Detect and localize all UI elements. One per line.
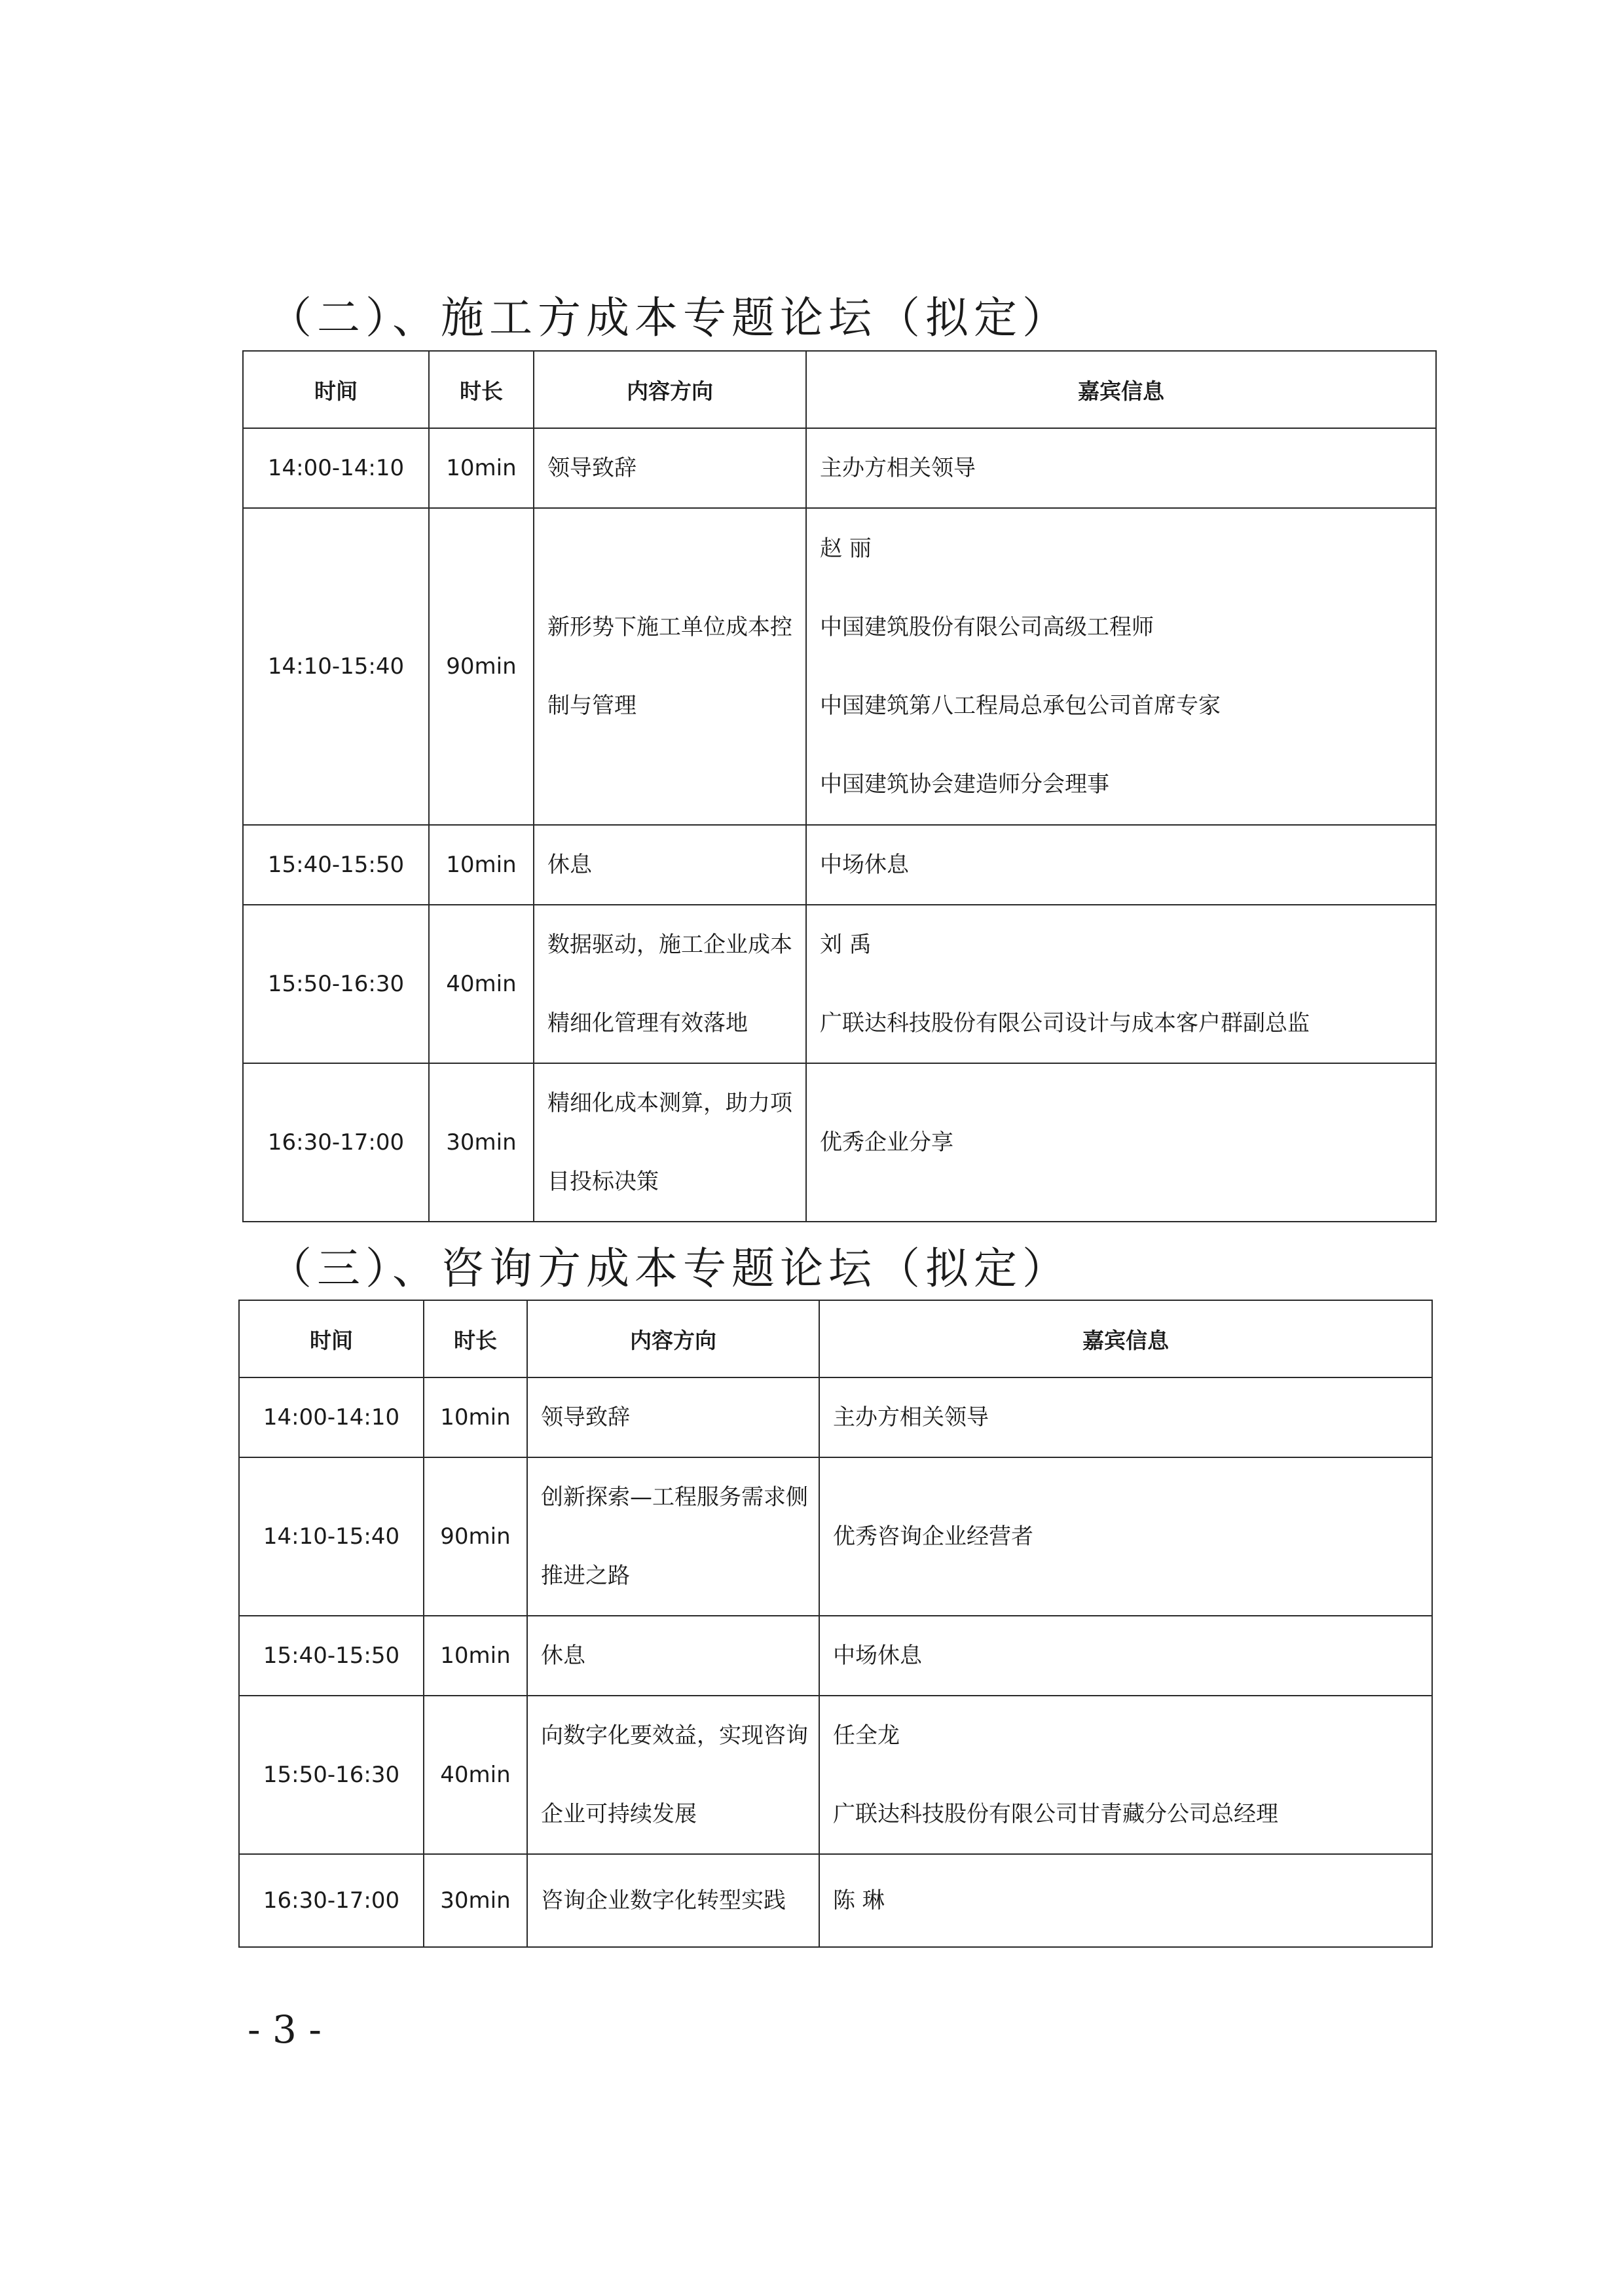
- topic-line: 向数字化要效益，实现咨询: [541, 1722, 808, 1749]
- page-number: - 3 -: [248, 2007, 322, 2052]
- duration-cell: 40min: [429, 905, 534, 1063]
- topic-cell: [527, 1854, 819, 1947]
- time-cell: 14:10-15:40: [243, 508, 429, 825]
- time-cell: 14:00-14:10: [239, 1377, 424, 1457]
- guest-line: 刘 禹: [820, 932, 872, 958]
- topic-cell: [534, 1063, 806, 1222]
- topic-cell: [534, 825, 806, 905]
- time-cell: 16:30-17:00: [243, 1063, 429, 1222]
- topic-line: 咨询企业数字化转型实践: [541, 1887, 786, 1914]
- guest-line: 优秀企业分享: [820, 1129, 953, 1156]
- topic-line: 精细化成本测算，助力项: [547, 1090, 792, 1116]
- table-row: [239, 1616, 1432, 1696]
- time-cell: 15:50-16:30: [239, 1696, 424, 1854]
- guest-line: 中场休息: [820, 852, 909, 878]
- table-row: [243, 825, 1436, 905]
- topic-cell: [534, 428, 806, 508]
- section-title-construction-forum: （二）、施工方成本专题论坛（拟定）: [268, 293, 1071, 343]
- duration-cell: 90min: [429, 508, 534, 825]
- topic-line: 新形势下施工单位成本控: [547, 614, 792, 640]
- duration-cell: 30min: [424, 1854, 527, 1947]
- guest-line: 中国建筑第八工程局总承包公司首席专家: [820, 693, 1221, 719]
- table-row: [243, 905, 1436, 1063]
- header-guest: 嘉宾信息: [806, 351, 1436, 428]
- topic-line: 推进之路: [541, 1563, 630, 1589]
- guest-cell: [806, 508, 1436, 825]
- guest-line: 主办方相关领导: [820, 455, 976, 481]
- guest-line: 广联达科技股份有限公司甘青藏分公司总经理: [833, 1801, 1278, 1827]
- duration-cell: 40min: [424, 1696, 527, 1854]
- topic-line: 精细化管理有效落地: [547, 1010, 748, 1036]
- guest-line: 赵 丽: [820, 536, 872, 562]
- section-title-consulting-forum: （三）、咨询方成本专题论坛（拟定）: [268, 1243, 1071, 1294]
- header-time: 时间: [239, 1300, 424, 1377]
- guest-cell: [819, 1696, 1432, 1854]
- guest-cell: [806, 428, 1436, 508]
- header-time: 时间: [243, 351, 429, 428]
- table-row: [239, 1854, 1432, 1947]
- guest-cell: [806, 825, 1436, 905]
- header-topic: 内容方向: [534, 351, 806, 428]
- header-topic: 内容方向: [527, 1300, 819, 1377]
- duration-cell: 10min: [424, 1616, 527, 1696]
- table-row: [243, 428, 1436, 508]
- header-guest: 嘉宾信息: [819, 1300, 1432, 1377]
- table-row: [243, 1063, 1436, 1222]
- duration-cell: 90min: [424, 1457, 527, 1616]
- topic-line: 休息: [547, 852, 592, 878]
- table-row: [239, 1377, 1432, 1457]
- guest-line: 广联达科技股份有限公司设计与成本客户群副总监: [820, 1010, 1310, 1036]
- header-duration: 时长: [429, 351, 534, 428]
- topic-cell: [527, 1696, 819, 1854]
- guest-line: 中国建筑协会建造师分会理事: [820, 771, 1109, 797]
- guest-cell: [819, 1616, 1432, 1696]
- guest-line: 任全龙: [833, 1722, 900, 1749]
- topic-cell: [527, 1616, 819, 1696]
- guest-line: 中国建筑股份有限公司高级工程师: [820, 614, 1154, 640]
- topic-line: 制与管理: [547, 693, 637, 719]
- topic-cell: [534, 508, 806, 825]
- topic-line: 领导致辞: [547, 455, 637, 481]
- time-cell: 14:00-14:10: [243, 428, 429, 508]
- guest-cell: [819, 1854, 1432, 1947]
- topic-line: 数据驱动，施工企业成本: [547, 932, 792, 958]
- topic-line: 企业可持续发展: [541, 1801, 697, 1827]
- table-row: [239, 1696, 1432, 1854]
- guest-line: 优秀咨询企业经营者: [833, 1523, 1033, 1550]
- schedule-table-construction: [242, 350, 1437, 1222]
- table-header-row: [243, 351, 1436, 428]
- time-cell: 14:10-15:40: [239, 1457, 424, 1616]
- header-duration: 时长: [424, 1300, 527, 1377]
- topic-line: 创新探索—工程服务需求侧: [541, 1484, 808, 1510]
- schedule-table-consulting: [238, 1300, 1433, 1948]
- topic-cell: [527, 1457, 819, 1616]
- guest-line: 中场休息: [833, 1643, 922, 1669]
- topic-cell: [527, 1377, 819, 1457]
- guest-cell: [819, 1377, 1432, 1457]
- table-row: [239, 1457, 1432, 1616]
- guest-cell: [806, 1063, 1436, 1222]
- time-cell: 15:40-15:50: [239, 1616, 424, 1696]
- time-cell: 16:30-17:00: [239, 1854, 424, 1947]
- time-cell: 15:40-15:50: [243, 825, 429, 905]
- topic-line: 休息: [541, 1643, 585, 1669]
- duration-cell: 10min: [429, 428, 534, 508]
- topic-line: 领导致辞: [541, 1404, 630, 1430]
- duration-cell: 10min: [429, 825, 534, 905]
- guest-line: 主办方相关领导: [833, 1404, 989, 1430]
- guest-cell: [819, 1457, 1432, 1616]
- topic-line: 目投标决策: [547, 1169, 659, 1195]
- duration-cell: 30min: [429, 1063, 534, 1222]
- topic-cell: [534, 905, 806, 1063]
- time-cell: 15:50-16:30: [243, 905, 429, 1063]
- duration-cell: 10min: [424, 1377, 527, 1457]
- table-header-row: [239, 1300, 1432, 1377]
- table-row: [243, 508, 1436, 825]
- guest-line: 陈 琳: [833, 1887, 885, 1914]
- guest-cell: [806, 905, 1436, 1063]
